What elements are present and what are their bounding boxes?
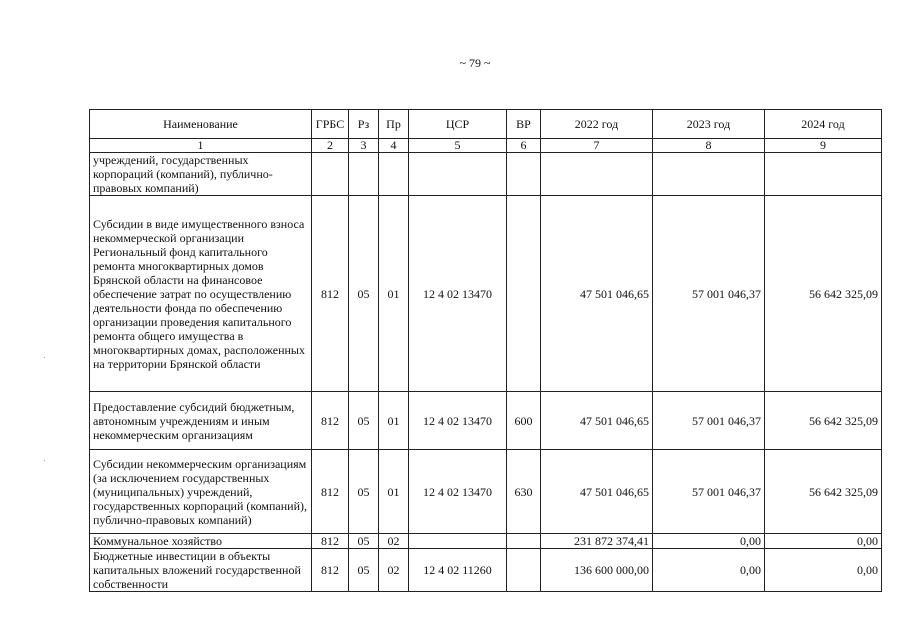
row-grbs xyxy=(312,153,349,196)
table-row xyxy=(90,153,882,196)
row-name: Предоставление субсидий бюджетным, автономным учреждениям и иным некоммерческим организациям xyxy=(90,392,312,450)
row-2022: 47 501 046,65 xyxy=(541,196,653,392)
row-vr: 630 xyxy=(507,450,541,534)
row-pr xyxy=(379,153,409,196)
header-pr: Пр xyxy=(379,110,409,139)
row-csr: 12 4 02 13470 xyxy=(409,196,507,392)
header-grbs: ГРБС xyxy=(312,110,349,139)
row-rz: 05 xyxy=(349,392,379,450)
header-csr: ЦСР xyxy=(409,110,507,139)
row-2024: 56 642 325,09 xyxy=(765,450,882,534)
row-2022: 136 600 000,00 xyxy=(541,549,653,592)
table-row xyxy=(90,534,882,549)
row-pr: 02 xyxy=(379,534,409,549)
column-number: 2 xyxy=(312,139,349,153)
row-2023 xyxy=(653,153,765,196)
header-2022: 2022 год xyxy=(541,110,653,139)
row-name: Субсидии некоммерческим организациям (за исключением государственных (муниципальных) учреждений, государственных корпораций (компаний), публично-правовых компаний) xyxy=(90,450,312,534)
row-name: Бюджетные инвестиции в объекты капитальных вложений государственной собственности xyxy=(90,549,312,592)
row-pr: 02 xyxy=(379,549,409,592)
row-grbs: 812 xyxy=(312,549,349,592)
row-2024: 56 642 325,09 xyxy=(765,196,882,392)
row-2022: 47 501 046,65 xyxy=(541,392,653,450)
column-number: 8 xyxy=(653,139,765,153)
row-2024 xyxy=(765,153,882,196)
row-vr xyxy=(507,534,541,549)
row-pr: 01 xyxy=(379,450,409,534)
column-number: 5 xyxy=(409,139,507,153)
page-number: ~ 79 ~ xyxy=(459,56,491,70)
margin-mark xyxy=(44,460,45,461)
row-vr xyxy=(507,549,541,592)
column-number: 6 xyxy=(507,139,541,153)
header-name: Наименование xyxy=(90,110,312,139)
row-csr xyxy=(409,534,507,549)
row-2022: 231 872 374,41 xyxy=(541,534,653,549)
budget-table xyxy=(89,109,882,592)
row-rz xyxy=(349,153,379,196)
row-2023: 57 001 046,37 xyxy=(653,392,765,450)
column-number: 7 xyxy=(541,139,653,153)
row-2022 xyxy=(541,153,653,196)
row-name: Коммунальное хозяйство xyxy=(90,534,312,549)
row-2024: 0,00 xyxy=(765,534,882,549)
row-vr xyxy=(507,153,541,196)
row-2023: 57 001 046,37 xyxy=(653,196,765,392)
row-csr xyxy=(409,153,507,196)
row-vr xyxy=(507,196,541,392)
table-row xyxy=(90,549,882,592)
table-row xyxy=(90,450,882,534)
row-rz: 05 xyxy=(349,196,379,392)
column-number: 3 xyxy=(349,139,379,153)
row-name: Субсидии в виде имущественного взноса некоммерческой организации Региональный фонд капитального ремонта многоквартирных домов Брянской области на финансовое обеспечение затрат по осуществлению деятельности фонда по обеспечению организации проведения капитального ремонта общего имущества в многоквартирных домах, расположенных на территории Брянской области xyxy=(90,196,312,392)
header-vr: ВР xyxy=(507,110,541,139)
table-row xyxy=(90,392,882,450)
row-grbs: 812 xyxy=(312,534,349,549)
row-rz: 05 xyxy=(349,450,379,534)
row-2023: 57 001 046,37 xyxy=(653,450,765,534)
column-number: 9 xyxy=(765,139,882,153)
header-2023: 2023 год xyxy=(653,110,765,139)
row-csr: 12 4 02 13470 xyxy=(409,450,507,534)
row-grbs: 812 xyxy=(312,450,349,534)
row-vr: 600 xyxy=(507,392,541,450)
row-2024: 0,00 xyxy=(765,549,882,592)
column-number: 4 xyxy=(379,139,409,153)
row-2024: 56 642 325,09 xyxy=(765,392,882,450)
table-row xyxy=(90,196,882,392)
header-2024: 2024 год xyxy=(765,110,882,139)
row-csr: 12 4 02 13470 xyxy=(409,392,507,450)
row-pr: 01 xyxy=(379,196,409,392)
column-number-row xyxy=(90,139,882,153)
header-rz: Рз xyxy=(349,110,379,139)
table-header-row xyxy=(90,110,882,139)
row-2023: 0,00 xyxy=(653,534,765,549)
row-2022: 47 501 046,65 xyxy=(541,450,653,534)
row-csr: 12 4 02 11260 xyxy=(409,549,507,592)
column-number: 1 xyxy=(90,139,312,153)
row-name: учреждений, государственных корпораций (компаний), публично-правовых компаний) xyxy=(90,153,312,196)
row-rz: 05 xyxy=(349,549,379,592)
row-grbs: 812 xyxy=(312,392,349,450)
row-2023: 0,00 xyxy=(653,549,765,592)
row-grbs: 812 xyxy=(312,196,349,392)
margin-mark xyxy=(44,357,45,358)
row-rz: 05 xyxy=(349,534,379,549)
row-pr: 01 xyxy=(379,392,409,450)
